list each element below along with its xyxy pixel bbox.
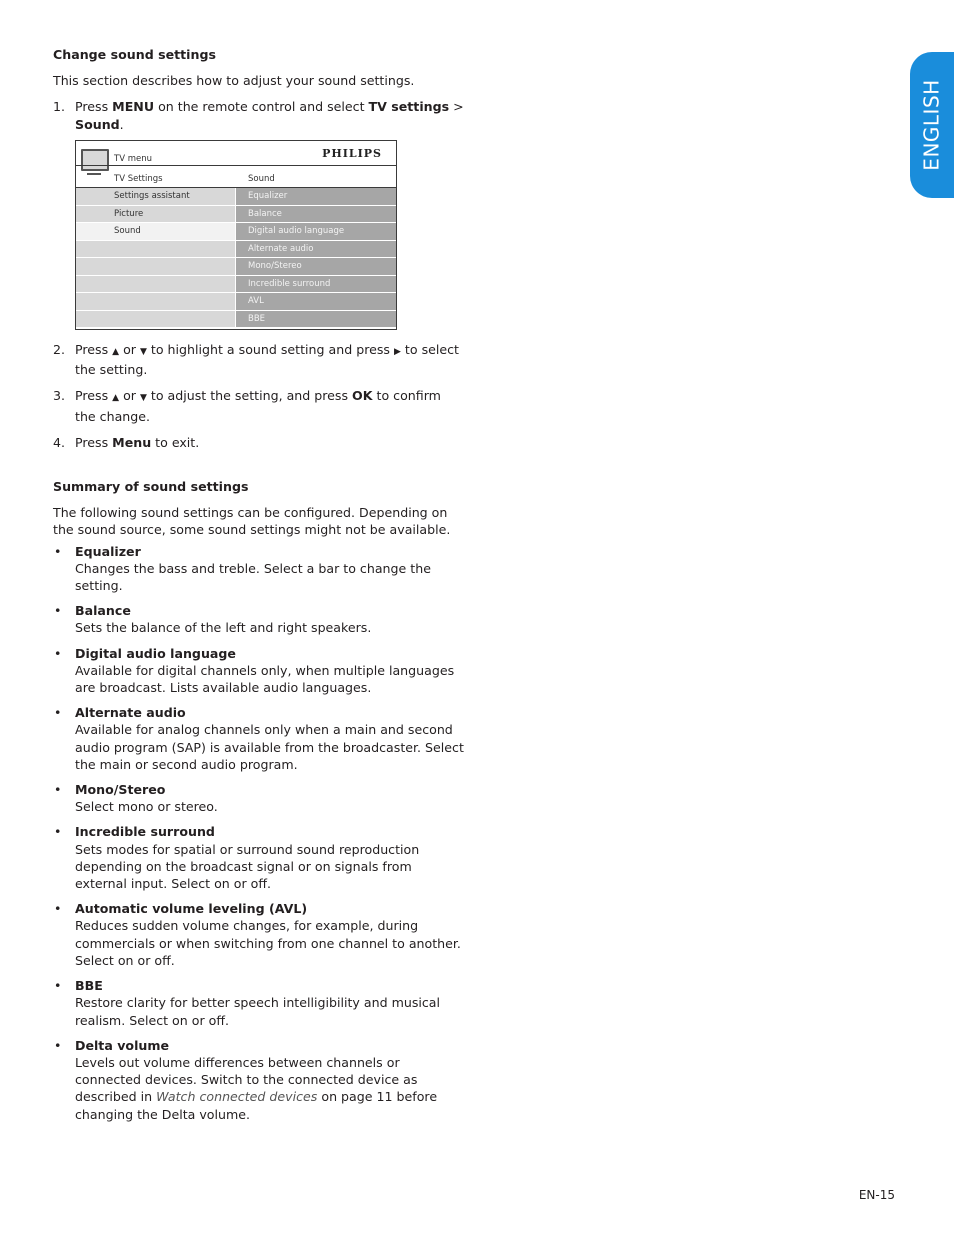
submenu-item-mono-stereo[interactable]: Mono/Stereo <box>236 258 396 275</box>
step-text: Press <box>75 388 113 404</box>
bullet-icon: • <box>54 1037 62 1053</box>
brand-logo: PHILIPS <box>322 147 382 160</box>
step-text: to confirm the change. <box>75 388 441 424</box>
menu-item-empty <box>76 311 235 328</box>
section-heading: Change sound settings <box>53 47 216 62</box>
bullet-icon: • <box>54 824 62 840</box>
tv-menu-title: TV menu <box>114 154 152 164</box>
section-intro: The following sound settings can be configured. Depending on the sound source, some sound settings might not be available. <box>53 505 451 538</box>
step-text: Press <box>75 99 113 115</box>
submenu-item-digital-audio-language[interactable]: Digital audio language <box>236 223 396 240</box>
setting-description: Changes the bass and treble. Select a bar to change the setting. <box>75 560 431 594</box>
page-number: EN-15 <box>858 1188 895 1202</box>
setting-description: Available for digital channels only, when multiple languages are broadcast. Lists available audio languages. <box>75 662 455 696</box>
step-text: > <box>449 99 464 115</box>
step-text: Press <box>75 434 113 450</box>
right-arrow-icon: ▶ <box>394 347 401 357</box>
bullet-icon: • <box>54 603 62 619</box>
setting-description: Sets modes for spatial or surround sound reproduction depending on the broadcast signal or on signals from external input. Select on or off. <box>75 841 420 892</box>
settings-list <box>53 543 465 1123</box>
list-item <box>53 645 465 697</box>
step-text: Press <box>75 342 113 357</box>
section-intro: This section describes how to adjust your sound settings. <box>53 73 415 89</box>
list-item <box>53 977 465 1029</box>
steps-continued <box>53 341 465 1131</box>
submenu-item-equalizer[interactable]: Equalizer <box>236 188 396 205</box>
step-2 <box>53 341 465 378</box>
list-item <box>53 704 465 773</box>
setting-description: Select mono or stereo. <box>75 799 218 815</box>
submenu-item-avl[interactable]: AVL <box>236 293 396 310</box>
step-text: or <box>119 388 140 404</box>
submenu-item-incredible-surround[interactable]: Incredible surround <box>236 276 396 293</box>
menu-item-empty <box>76 241 235 258</box>
step-text: . <box>119 116 124 132</box>
step-bold: TV settings <box>368 99 450 115</box>
setting-description: Reduces sudden volume changes, for example, during commercials or when switching from one channel to another. Select on or off. <box>75 918 461 968</box>
submenu-item-alternate-audio[interactable]: Alternate audio <box>236 241 396 258</box>
tv-icon <box>81 149 109 171</box>
bullet-icon: • <box>54 543 62 559</box>
setting-title: Mono/Stereo <box>75 782 166 798</box>
step-bold: Sound <box>75 116 120 132</box>
submenu-item-balance[interactable]: Balance <box>236 206 396 223</box>
step-3 <box>53 387 465 424</box>
menu-item-sound[interactable]: Sound <box>76 223 235 240</box>
divider <box>76 165 396 166</box>
menu-left-header: TV Settings <box>114 174 163 184</box>
down-arrow-icon: ▼ <box>139 347 147 357</box>
main-content <box>53 46 465 133</box>
setting-title: Alternate audio <box>75 705 186 721</box>
up-arrow-icon: ▲ <box>112 393 120 404</box>
step-1 <box>53 98 465 132</box>
up-arrow-icon: ▲ <box>112 347 120 357</box>
menu-item-empty <box>76 293 235 310</box>
section-heading: Summary of sound settings <box>53 479 249 495</box>
language-tab <box>910 52 954 198</box>
setting-title: Delta volume <box>75 1037 170 1053</box>
list-item <box>53 543 465 595</box>
submenu-item-bbe[interactable]: BBE <box>236 311 396 328</box>
setting-description: on page 11 before changing the Delta volume. <box>75 1089 438 1122</box>
list-item <box>53 823 465 892</box>
list-item <box>53 900 465 969</box>
menu-left-column <box>76 188 235 328</box>
setting-title: Automatic volume leveling (AVL) <box>75 901 308 917</box>
menu-item-empty <box>76 276 235 293</box>
setting-description: Levels out volume differences between channels or connected devices. Switch to the connected device as described in <box>75 1054 418 1105</box>
step-4 <box>53 434 465 451</box>
step-text: to select the setting. <box>75 342 459 378</box>
step-bold: MENU <box>112 99 155 115</box>
bullet-icon: • <box>54 978 62 994</box>
step-text: to adjust the setting, and press <box>146 388 353 404</box>
step-number: 2. <box>53 342 66 357</box>
step-text: to exit. <box>151 434 200 450</box>
step-text: to highlight a sound setting and press <box>146 342 394 357</box>
setting-description: Available for analog channels only when a main and second audio program (SAP) is available from the broadcaster. Select the main or second audio program. <box>75 722 464 772</box>
menu-right-header: Sound <box>248 174 275 184</box>
step-number: 3. <box>53 388 66 404</box>
setting-title: Digital audio language <box>75 645 236 661</box>
setting-title: Equalizer <box>75 543 141 559</box>
cross-reference-link[interactable]: Watch connected devices <box>156 1089 318 1105</box>
setting-description: Sets the balance of the left and right speakers. <box>75 620 372 636</box>
step-number: 4. <box>53 434 66 450</box>
step-number: 1. <box>53 99 66 115</box>
menu-item-empty <box>76 258 235 275</box>
bullet-icon: • <box>54 705 62 721</box>
list-item <box>53 602 465 636</box>
setting-title: BBE <box>75 978 103 994</box>
bullet-icon: • <box>54 782 62 798</box>
down-arrow-icon: ▼ <box>139 393 147 404</box>
bullet-icon: • <box>54 901 62 917</box>
language-tab-label: ENGLISH <box>919 79 944 171</box>
menu-right-column <box>236 188 396 328</box>
list-item <box>53 781 465 815</box>
setting-title: Balance <box>75 603 131 619</box>
menu-item-settings-assistant[interactable]: Settings assistant <box>76 188 235 205</box>
setting-description: Restore clarity for better speech intelligibility and musical realism. Select on or off. <box>75 995 441 1028</box>
list-item <box>53 1037 465 1123</box>
step-bold: Menu <box>112 434 152 450</box>
bullet-icon: • <box>54 645 62 661</box>
step-text: or <box>119 342 140 357</box>
menu-item-picture[interactable]: Picture <box>76 206 235 223</box>
step-text: on the remote control and select <box>154 99 369 115</box>
step-bold: OK <box>352 388 373 404</box>
setting-title: Incredible surround <box>75 824 215 840</box>
tv-menu-figure <box>75 140 397 330</box>
